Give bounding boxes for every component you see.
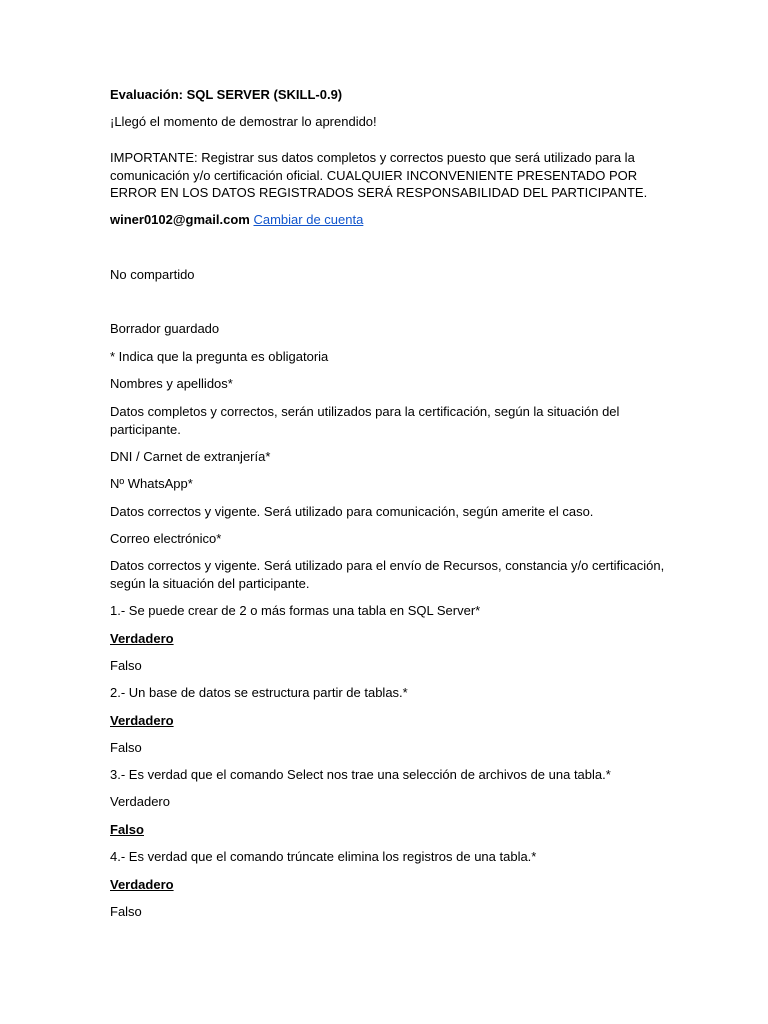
option-label: Verdadero (110, 713, 174, 728)
option-label: Falso (110, 822, 144, 837)
question-2-text: 2.- Un base de datos se estructura partir de tablas.* (110, 685, 408, 700)
question-1-option-false[interactable] (110, 657, 670, 675)
option-label: Falso (110, 904, 142, 919)
draft-status: Borrador guardado (110, 321, 220, 336)
option-label: Verdadero (110, 794, 170, 809)
question-3-text: 3.- Es verdad que el comando Select nos trae una selección de archivos de una tabla.* (110, 767, 611, 782)
question-3-option-false[interactable] (110, 821, 670, 839)
email-label: Correo electrónico* (110, 531, 222, 546)
question-4-option-false[interactable] (110, 903, 670, 921)
switch-account-link[interactable]: Cambiar de cuenta (253, 212, 364, 227)
whatsapp-label: Nº WhatsApp* (110, 476, 193, 491)
question-1-option-true[interactable] (110, 630, 670, 648)
option-label: Verdadero (110, 877, 174, 892)
question-2-option-false[interactable] (110, 739, 670, 757)
account-row (110, 211, 670, 229)
question-3-option-true[interactable] (110, 793, 670, 811)
form-title: Evaluación: SQL SERVER (SKILL-0.9) (110, 87, 343, 102)
shared-status: No compartido (110, 267, 195, 282)
question-4-text: 4.- Es verdad que el comando trúncate elimina los registros de una tabla.* (110, 849, 537, 864)
email-help: Datos correctos y vigente. Será utilizado para el envío de Recursos, constancia y/o certificación, según la situación del participante. (110, 558, 665, 591)
option-label: Falso (110, 658, 142, 673)
question-4-option-true[interactable] (110, 876, 670, 894)
dni-label: DNI / Carnet de extranjería* (110, 449, 271, 464)
option-label: Falso (110, 740, 142, 755)
names-label: Nombres y apellidos* (110, 376, 233, 391)
important-notice: IMPORTANTE: Registrar sus datos completos y correctos puesto que será utilizado para la comunicación y/o certificación oficial. CUALQUIER INCONVENIENTE PRESENTADO POR ERROR EN LOS DATOS REGISTRADOS SERÁ RESPONSABILIDAD DEL PARTICIPANTE. (110, 150, 648, 200)
names-help: Datos completos y correctos, serán utilizados para la certificación, según la situación del participante. (110, 404, 620, 437)
required-note: * Indica que la pregunta es obligatoria (110, 349, 329, 364)
question-1-text: 1.- Se puede crear de 2 o más formas una tabla en SQL Server* (110, 603, 481, 618)
question-2-option-true[interactable] (110, 712, 670, 730)
form-subtitle: ¡Llegó el momento de demostrar lo aprendido! (110, 114, 377, 129)
whatsapp-help: Datos correctos y vigente. Será utilizado para comunicación, según amerite el caso. (110, 504, 594, 519)
option-label: Verdadero (110, 631, 174, 646)
account-email: winer0102@gmail.com (110, 212, 250, 227)
